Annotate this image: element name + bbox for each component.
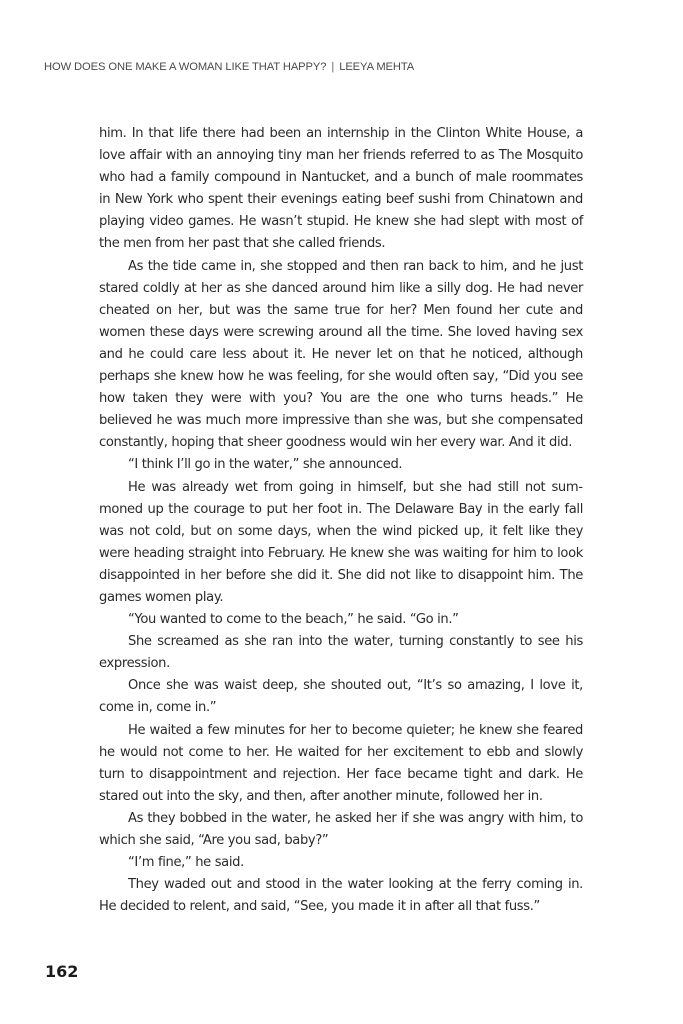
book-title: HOW DOES ONE MAKE A WOMAN LIKE THAT HAPPY? [44,61,327,73]
paragraph: They waded out and stood in the water looking at the ferry coming in. He decided to relent, and said, “See, you made it in after all that fuss.” [99,877,583,915]
paragraph: She screamed as she ran into the water, turning constantly to see his expression. [99,634,583,672]
paragraph: “You wanted to come to the beach,” he said. “Go in.” [128,612,459,628]
paragraph: Once she was waist deep, she shouted out, “It’s so amazing, I love it, come in, come in.” [99,678,583,716]
page-number: 162 [45,962,79,981]
author-name: LEEYA MEHTA [339,61,415,73]
paragraph: “I’m fine,” he said. [128,855,244,871]
paragraph: He waited a few minutes for her to become quieter; he knew she feared he would not come to her. He waited for her excitement to ebb and slowly turn to disappointment and rejection. Her face became tight and dark. He stared out into the sky, and then, after another minute, followed her in. [99,722,583,804]
header-separator: | [331,61,335,73]
paragraph: “I think I’ll go in the water,” she announced. [128,457,403,473]
running-head [44,61,414,73]
paragraph: As the tide came in, she stopped and then ran back to him, and he just stared coldly at her as she danced around him like a silly dog. He had never cheated on her, but was the same true for her? Men found her cute and women these days were screwing around all the time. She loved having sex and he could care less about it. He never let on that he noticed, although perhaps she knew how he was feeling, for she would often say, “Did you see how taken they were with you? You are the one who turns heads.” He believed he was much more impressive than she was, but she compensated constantly, hoping that sheer goodness would win her every war. And it did. [99,258,583,451]
paragraph: As they bobbed in the water, he asked her if she was angry with him, to which she said, “Are you sad, baby?” [99,810,583,848]
paragraph: He was already wet from going in himself, but she had still not summoned up the courage to put her foot in. The Delaware Bay in the early fall was not cold, but on some days, when the wind picked up, it felt like they were heading straight into February. He knew she was waiting for him to look disappointed in her before she did it. She did not like to disappoint him. The games women play. [99,479,583,605]
paragraph: him. In that life there had been an internship in the Clinton White House, a love affair with an annoying tiny man her friends referred to as The Mosquito who had a family compound in Nantucket, and a bunch of male roommates in New York who spent their evenings eating beef sushi from Chinatown and playing video games. He wasn’t stupid. He knew she had slept with most of the men from her past that she called friends. [99,126,583,252]
body-text [99,123,583,918]
